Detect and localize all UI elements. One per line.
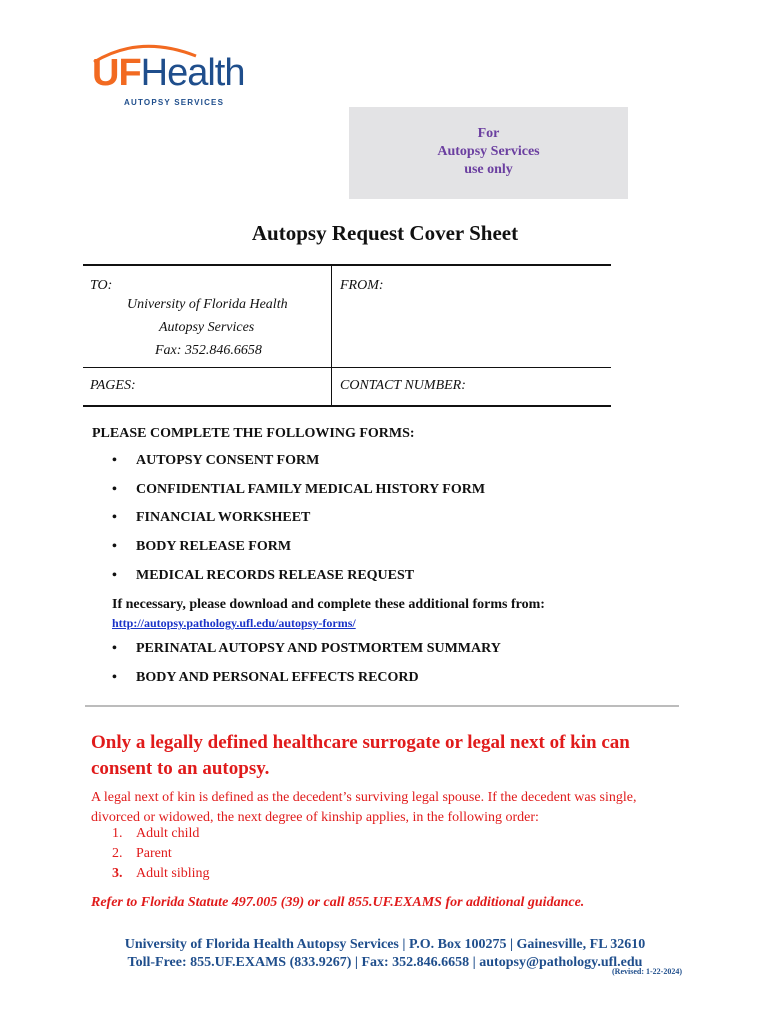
table-column-divider <box>331 266 332 405</box>
list-item: • PERINATAL AUTOPSY AND POSTMORTEM SUMMARY <box>112 641 501 656</box>
form-name: PERINATAL AUTOPSY AND POSTMORTEM SUMMARY <box>136 641 501 656</box>
logo-wordmark <box>92 54 245 92</box>
form-name: MEDICAL RECORDS RELEASE REQUEST <box>136 568 415 583</box>
forms-download-link[interactable]: http://autopsy.pathology.ufl.edu/autopsy-forms/ <box>112 616 356 630</box>
footer-contact: Toll-Free: 855.UF.EXAMS (833.9267) | Fax: 352.846.6658 | autopsy@pathology.ufl.edu <box>127 955 643 970</box>
cover-table <box>83 264 611 407</box>
list-item: • FINANCIAL WORKSHEET <box>112 510 311 525</box>
form-name: FINANCIAL WORKSHEET <box>136 510 311 525</box>
to-label: TO: <box>90 278 113 293</box>
list-number: 2. <box>112 846 123 861</box>
office-use-box <box>349 107 628 199</box>
list-item: • BODY AND PERSONAL EFFECTS RECORD <box>112 670 419 685</box>
footer-address: University of Florida Health Autopsy Services | P.O. Box 100275 | Gainesville, FL 32610 <box>124 937 646 952</box>
list-label: Parent <box>136 846 172 861</box>
ufhealth-logo <box>90 42 260 112</box>
list-item <box>112 846 172 862</box>
page-title: Autopsy Request Cover Sheet <box>251 221 519 245</box>
statute-note: Refer to Florida Statute 497.005 (39) or call 855.UF.EXAMS for additional guidance. <box>91 895 585 910</box>
forms-heading: PLEASE COMPLETE THE FOLLOWING FORMS: <box>92 426 415 441</box>
form-name: CONFIDENTIAL FAMILY MEDICAL HISTORY FORM <box>136 482 486 497</box>
additional-forms-note: If necessary, please download and complete these additional forms from: <box>112 597 545 612</box>
form-name: AUTOPSY CONSENT FORM <box>136 453 320 468</box>
logo-subtitle: AUTOPSY SERVICES <box>124 98 225 107</box>
list-number: 3. <box>112 866 123 881</box>
pages-field: PAGES: <box>90 378 136 393</box>
logo-health: Health <box>140 52 245 94</box>
office-use-line-1: For <box>477 126 500 141</box>
contact-number-field: CONTACT NUMBER: <box>340 378 466 393</box>
list-item <box>112 866 210 882</box>
to-line-1: University of Florida Health <box>127 297 288 312</box>
list-item <box>112 826 199 842</box>
list-item: • CONFIDENTIAL FAMILY MEDICAL HISTORY FORM <box>112 482 486 497</box>
to-line-2: Autopsy Services <box>159 320 255 335</box>
list-label: Adult child <box>136 826 200 841</box>
list-number: 1. <box>112 826 123 841</box>
next-of-kin-definition: A legal next of kin is defined as the decedent’s surviving legal spouse. If the decedent was single, divorced or widowed, the next degree of kinship applies, in the following order: <box>91 790 637 825</box>
list-item: • BODY RELEASE FORM <box>112 539 292 554</box>
form-name: BODY RELEASE FORM <box>136 539 292 554</box>
list-label: Adult sibling <box>136 866 210 881</box>
office-use-line-2: Autopsy Services <box>437 144 540 159</box>
table-row-divider <box>83 367 611 368</box>
to-line-3: Fax: 352.846.6658 <box>155 343 262 358</box>
revised-date: (Revised: 1-22-2024) <box>612 967 682 976</box>
form-name: BODY AND PERSONAL EFFECTS RECORD <box>136 670 419 685</box>
list-item: • AUTOPSY CONSENT FORM <box>112 453 320 468</box>
list-item: • MEDICAL RECORDS RELEASE REQUEST <box>112 568 415 583</box>
consent-warning: Only a legally defined healthcare surrogate or legal next of kin can consent to an autopsy. <box>91 732 630 779</box>
from-field: FROM: <box>340 278 384 293</box>
office-use-line-3: use only <box>464 162 513 177</box>
logo-uf: UF <box>92 52 141 94</box>
section-divider <box>85 705 679 707</box>
